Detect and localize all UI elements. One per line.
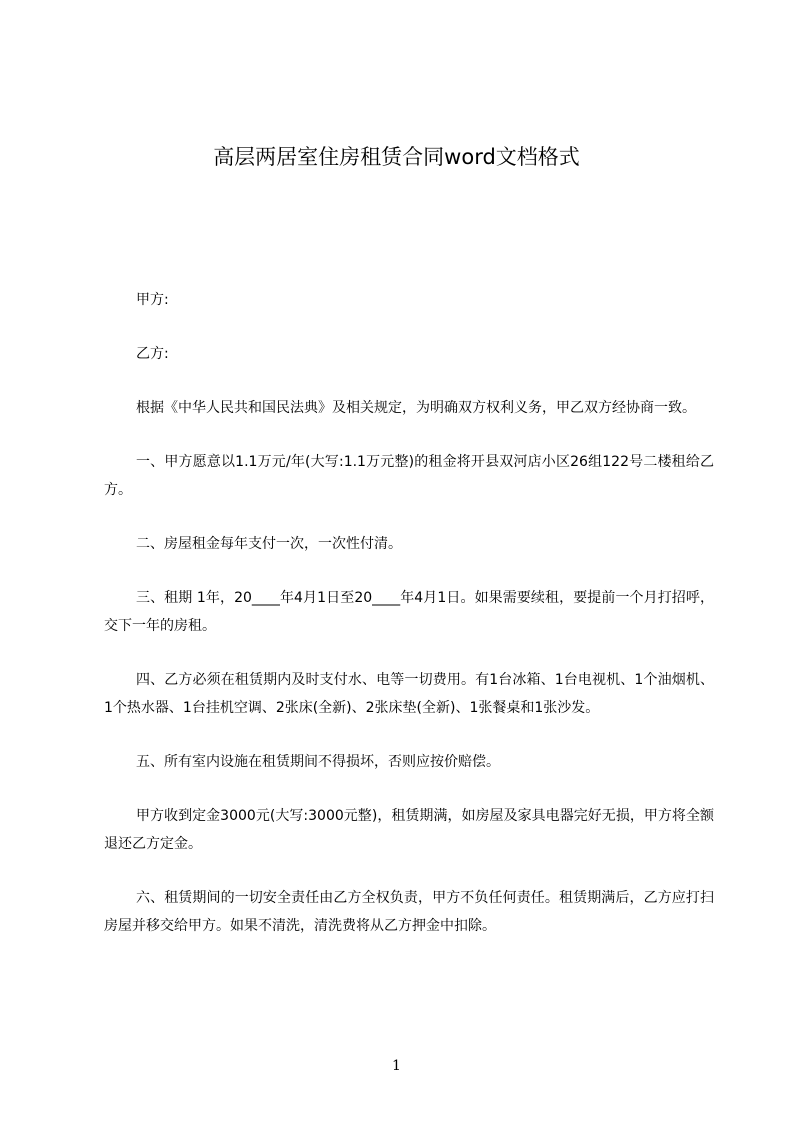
page-number: 1 [392,1058,401,1074]
party-b-label: 乙方: [136,346,169,362]
clause-1-paragraph: 一、甲方愿意以1.1万元/年(大写:1.1万元整)的租金将开县双河店小区26组122号二楼租给乙方。 [104,454,714,498]
document-body [104,286,714,940]
clause-3-paragraph: 三、租期 1年，20____年4月1日至20____年4月1日。如果需要续租，要提前一个月打招呼，交下一年的房租。 [104,590,714,634]
legal-basis-paragraph: 根据《中华人民共和国民法典》及相关规定，为明确双方权利义务，甲乙双方经协商一致。 [136,400,696,416]
clause-2-paragraph: 二、房屋租金每年支付一次，一次性付清。 [136,536,402,552]
clause-4-paragraph: 四、乙方必须在租赁期内及时支付水、电等一切费用。有1台冰箱、1台电视机、1个油烟机、1个热水器、1台挂机空调、2张床(全新)、2张床垫(全新)、1张餐桌和1张沙发。 [104,672,714,716]
clause-5-paragraph: 五、所有室内设施在租赁期间不得损坏，否则应按价赔偿。 [136,754,500,770]
clause-6-paragraph: 六、租赁期间的一切安全责任由乙方全权负责，甲方不负任何责任。租赁期满后，乙方应打扫房屋并移交给甲方。如果不清洗，清洗费将从乙方押金中扣除。 [104,890,714,934]
document-title: 高层两居室住房租赁合同word文档格式 [213,145,580,169]
party-a-label: 甲方: [136,292,169,308]
deposit-paragraph: 甲方收到定金3000元(大写:3000元整)，租赁期满，如房屋及家具电器完好无损，甲方将全额退还乙方定金。 [104,808,714,852]
